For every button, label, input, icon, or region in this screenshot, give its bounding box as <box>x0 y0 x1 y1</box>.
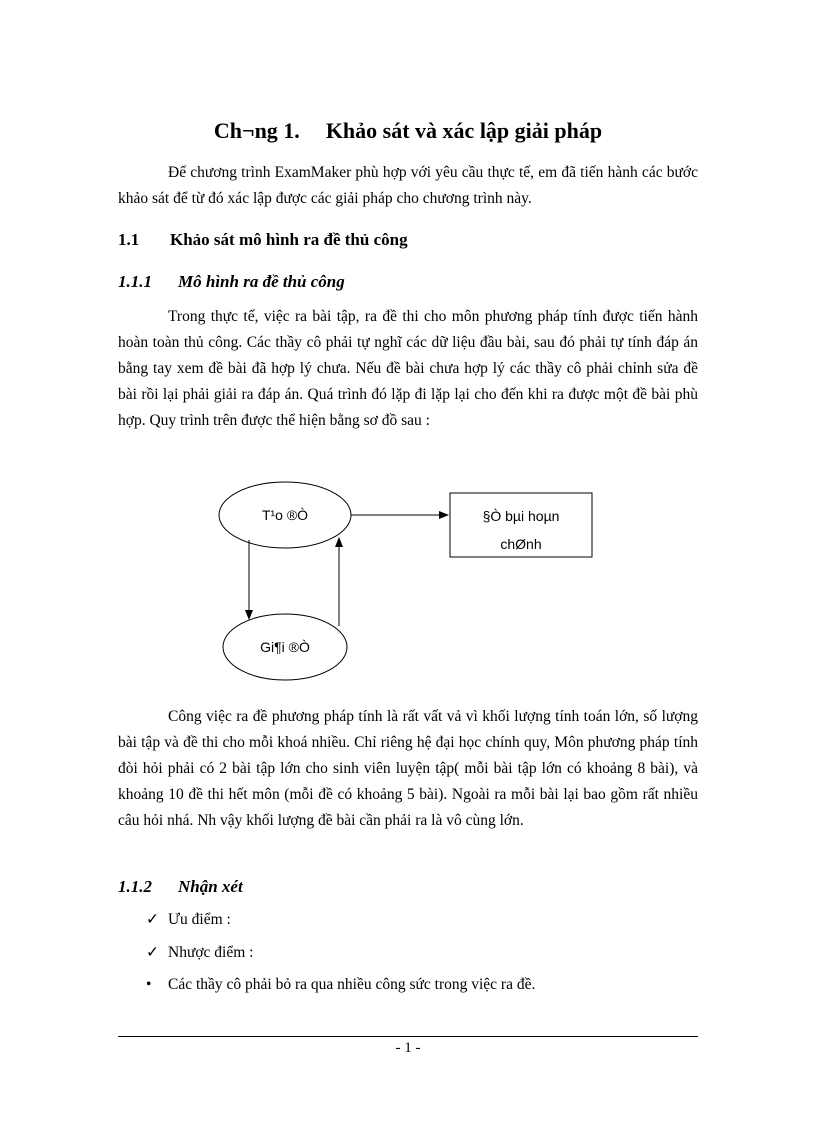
intro-paragraph: Để chương trình ExamMaker phù hợp với yêu cầu thực tế, em đã tiến hành các bước khảo sát để từ đó xác lập được các giải pháp cho chương trình này. <box>118 164 698 207</box>
section-title: Khảo sát mô hình ra đề thủ công <box>170 230 408 249</box>
workload-paragraph: Công việc ra đề phương pháp tính là rất vất vả vì khối lượng tính toán lớn, số lượng bài tập và đề thi cho mỗi khoá nhiều. Chỉ riêng hệ đại học chính quy, Môn phương pháp tính đòi hỏi phải có 2 bài tập lớn cho sinh viên luyện tập( mỗi bài tập lớn có khoảng 8 bài), và khoảng 10 đề thi hết môn (mỗi đề có khoảng 5 bài). Ngoài ra mỗi bài lại bao gồm rất nhiều câu hỏi nhá. Nh vậy khối lượng đề bài cần phải ra là vô cùng lớn. <box>118 708 698 829</box>
solve-exam-label: Gi¶i ®Ò <box>260 639 310 655</box>
disadvantages-item <box>146 943 253 962</box>
disadvantages-label: Nhược điểm : <box>168 944 254 961</box>
bullet-dot-icon: • <box>146 976 152 993</box>
section-number: 1.1.1 <box>118 272 152 291</box>
complete-exam-label-line1: §Ò bµi hoµn <box>482 508 560 524</box>
disadvantage-point-text: Các thầy cô phải bỏ ra qua nhiều công sức trong việc ra đề. <box>168 976 536 993</box>
section-number: 1.1.2 <box>118 877 152 896</box>
advantages-label: Ưu điểm : <box>168 911 231 928</box>
complete-exam-label-line2: chØnh <box>500 536 542 552</box>
section-1-1-2-heading <box>118 877 243 897</box>
footer-divider <box>118 1036 698 1037</box>
chapter-title: Khảo sát và xác lập giải pháp <box>325 118 603 143</box>
check-icon: ✓ <box>146 911 159 928</box>
section-title: Nhận xét <box>178 877 243 896</box>
disadvantage-point <box>146 976 535 994</box>
section-number: 1.1 <box>118 230 140 249</box>
manual-process-paragraph: Trong thực tế, việc ra bài tập, ra đề thi cho môn phương pháp tính được tiến hành hoàn toàn thủ công. Các thầy cô phải tự nghĩ các dữ liệu đầu bài, sau đó phải tự tính đáp án bằng tay xem đề bài đã hợp lý chưa. Nếu đề bài chưa hợp lý các thầy cô phải chỉnh sửa đề bài rồi lại phải giải ra đáp án. Quá trình đó lặp đi lặp lại cho đến khi ra được một đề bài phù hợp. Quy trình trên được thể hiện bằng sơ đồ sau : <box>118 308 698 429</box>
chapter-number: Ch¬ng 1. <box>213 118 300 143</box>
section-title: Mô hình ra đề thủ công <box>178 272 345 291</box>
page-number: - 1 - <box>395 1040 421 1056</box>
check-icon: ✓ <box>146 944 159 961</box>
advantages-item <box>146 910 231 929</box>
create-exam-label: T¹o ®Ò <box>261 507 309 523</box>
